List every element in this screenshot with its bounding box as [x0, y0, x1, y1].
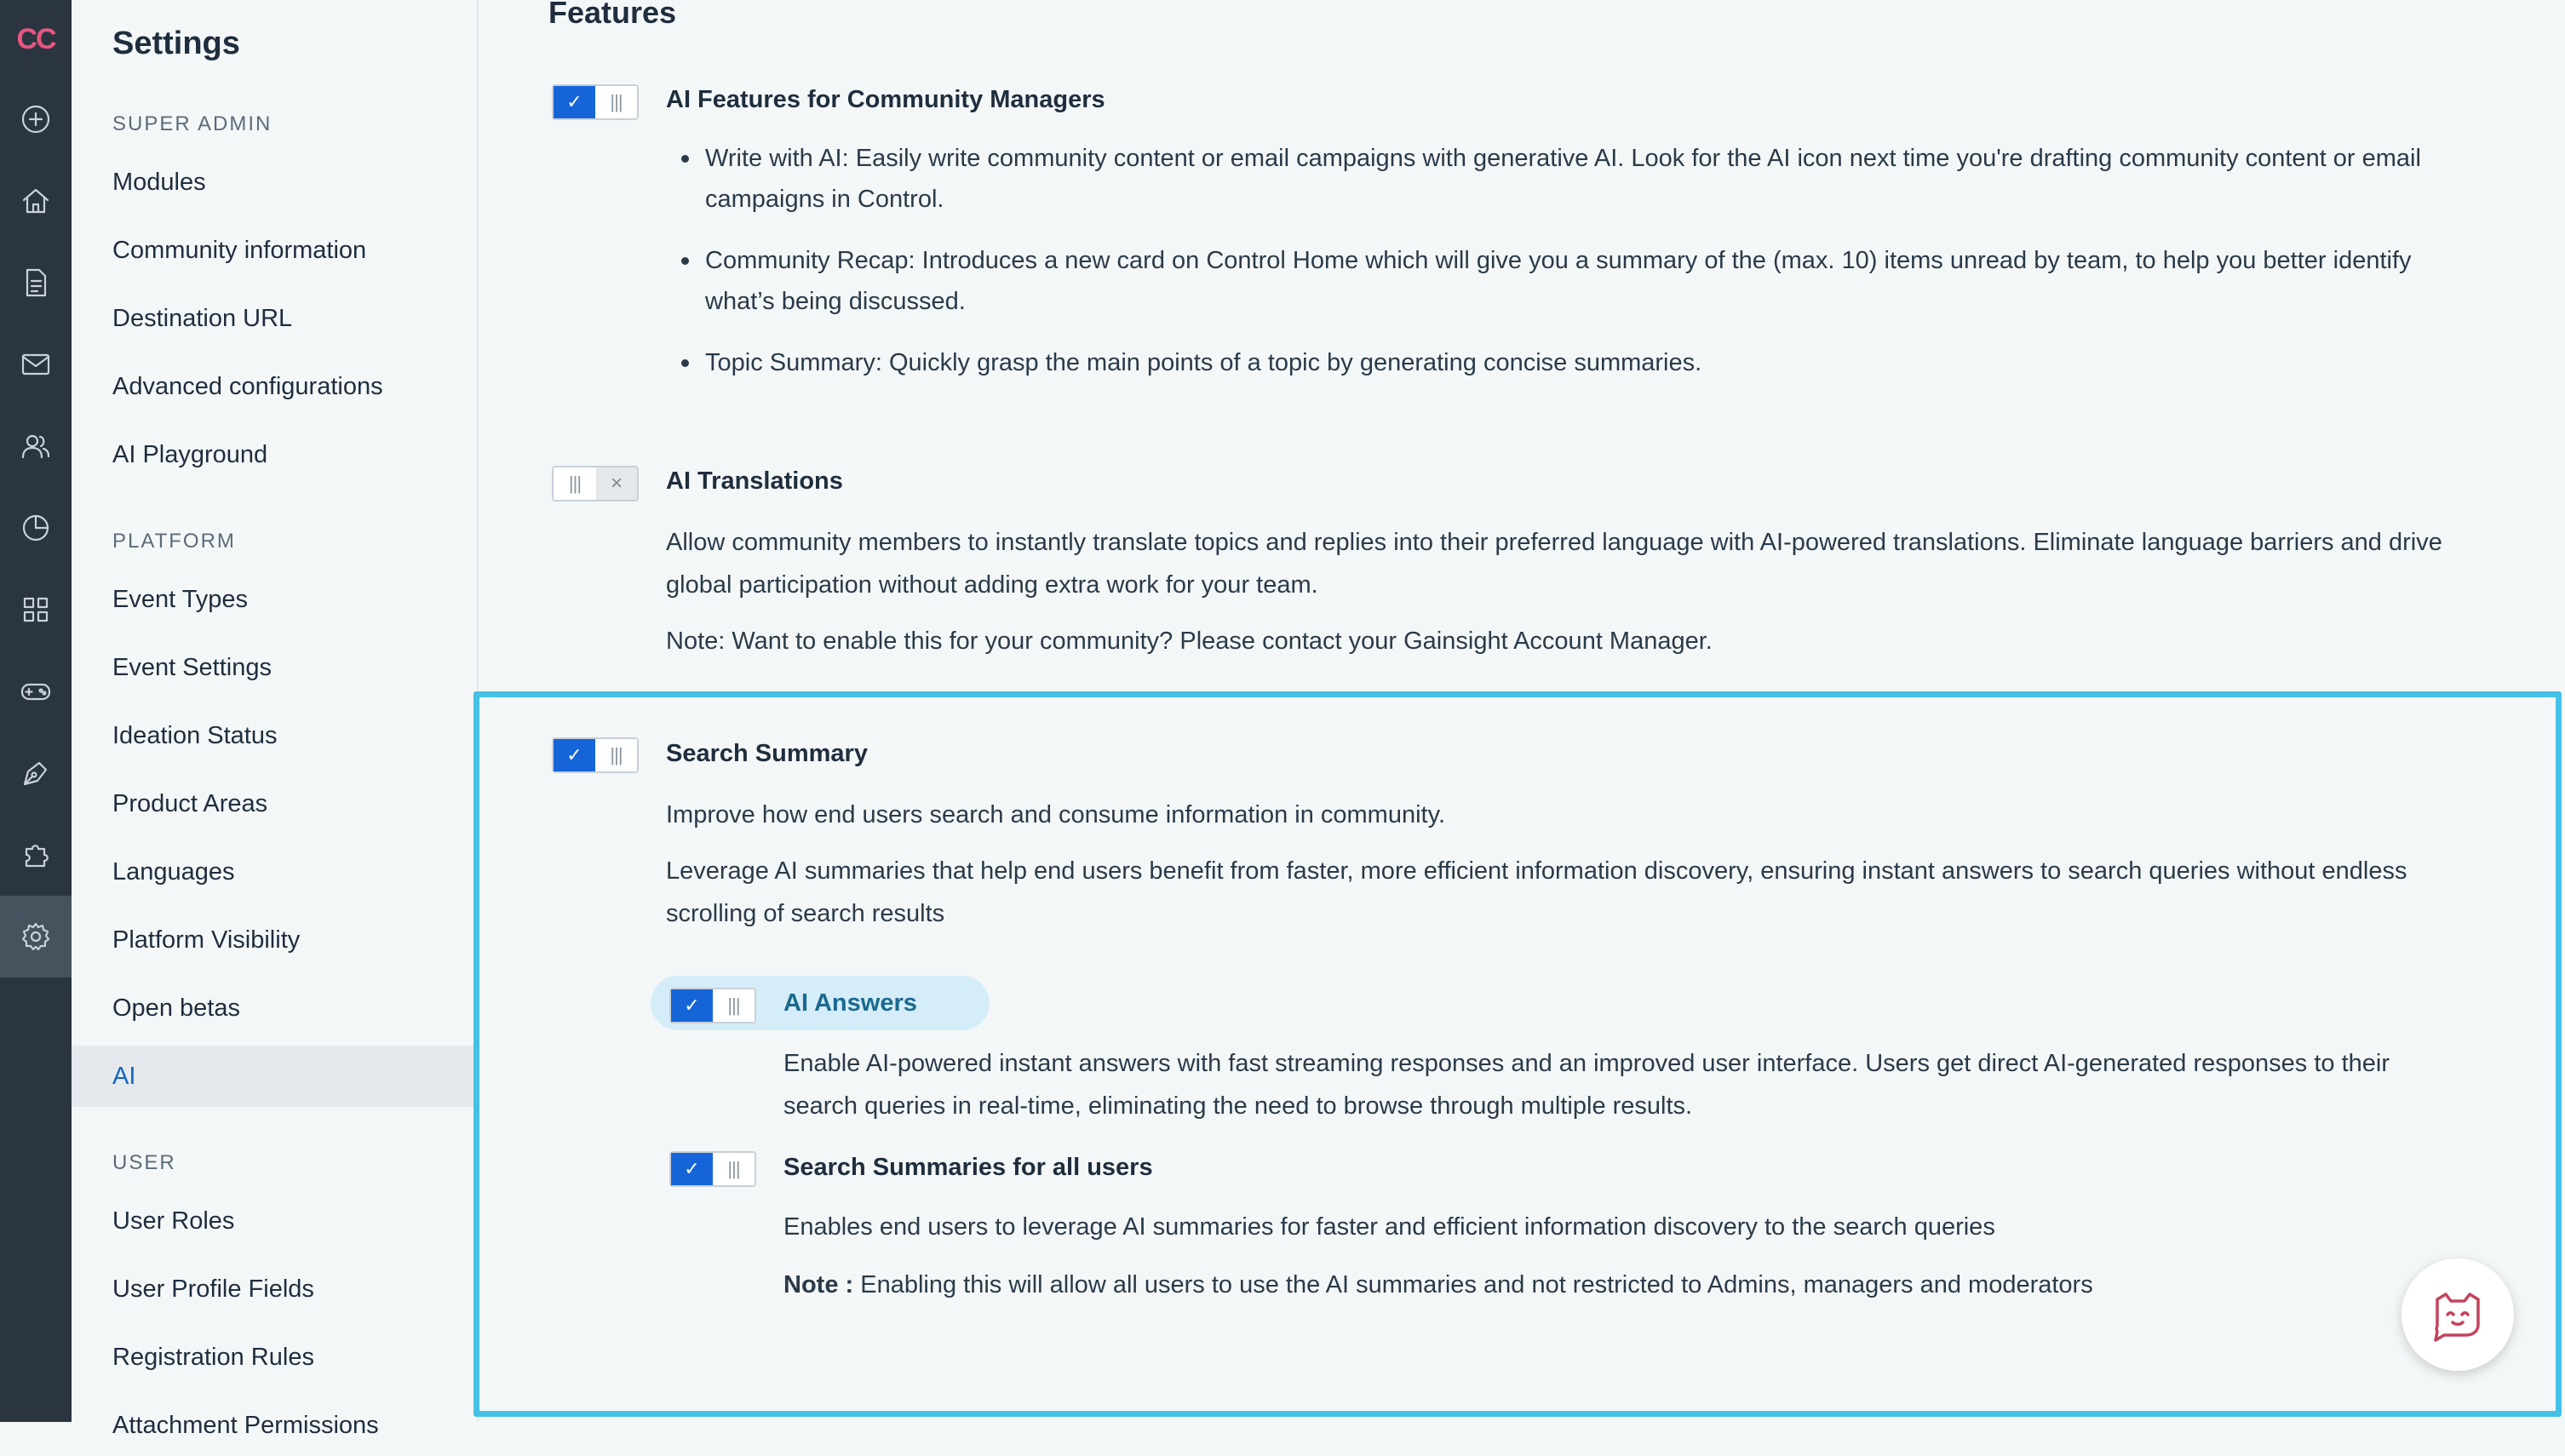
analytics-icon[interactable] — [0, 487, 72, 569]
bot-face-icon — [2425, 1282, 2490, 1347]
document-icon[interactable] — [0, 242, 72, 324]
ai-answers-description: Enable AI-powered instant answers with fast streaming responses and an improved user interface. Users get direct AI-generated responses to their search queries in real-time, eliminating the need to browse through multiple results. — [783, 1050, 2390, 1120]
sidebar-item-event-types[interactable]: Event Types — [112, 585, 249, 613]
sidebar-item-user-profile-fields[interactable]: User Profile Fields — [112, 1275, 314, 1303]
check-icon: ✓ — [554, 739, 595, 771]
sidebar-item-ai[interactable]: AI — [72, 1046, 477, 1107]
all-users-title: Search Summaries for all users — [783, 1154, 1153, 1181]
sidebar-item-open-betas[interactable]: Open betas — [112, 994, 240, 1022]
section-super-admin: SUPER ADMIN — [112, 112, 273, 135]
grip-icon: ||| — [595, 86, 637, 118]
sidebar-title: Settings — [112, 26, 240, 61]
add-circle-icon[interactable] — [0, 78, 72, 160]
page-title: Features — [548, 0, 677, 30]
sidebar-item-advanced-configurations[interactable]: Advanced configurations — [112, 372, 383, 400]
mail-icon[interactable] — [0, 324, 72, 405]
ai-answers-title: AI Answers — [783, 989, 917, 1017]
note-text: Enabling this will allow all users to use the AI summaries and not restricted to Admins, managers and moderators — [853, 1271, 2093, 1298]
ai-features-toggle[interactable] — [552, 84, 639, 120]
chat-assistant-button[interactable] — [2401, 1258, 2514, 1371]
pen-tool-icon[interactable] — [0, 732, 72, 814]
sidebar-item-registration-rules[interactable]: Registration Rules — [112, 1343, 314, 1371]
sidebar-item-platform-visibility[interactable]: Platform Visibility — [112, 926, 301, 954]
sidebar-item-destination-url[interactable]: Destination URL — [112, 304, 293, 332]
grip-icon: ||| — [713, 989, 755, 1022]
note-label: Note : — [783, 1271, 854, 1298]
sidebar-item-product-areas[interactable]: Product Areas — [112, 789, 268, 817]
sidebar-item-languages[interactable]: Languages — [112, 857, 235, 886]
ai-translations-note: Note: Want to enable this for your community? Please contact your Gainsight Account Manager. — [666, 628, 1713, 655]
all-users-toggle[interactable] — [669, 1151, 756, 1187]
section-user: USER — [112, 1151, 176, 1174]
sidebar-item-ideation-status[interactable]: Ideation Status — [112, 721, 278, 749]
home-icon[interactable] — [0, 160, 72, 242]
gamepad-icon[interactable] — [0, 651, 72, 732]
check-icon: ✓ — [671, 989, 713, 1022]
ai-features-title: AI Features for Community Managers — [666, 86, 1105, 113]
app-rail — [0, 0, 72, 1422]
search-summary-line2: Leverage AI summaries that help end users benefit from faster, more efficient information discovery, ensuring instant answers to search queries without endless scrolling of search results — [666, 857, 2407, 927]
ai-translations-toggle[interactable] — [552, 466, 639, 502]
sidebar-item-event-settings[interactable]: Event Settings — [112, 653, 272, 681]
app-logo[interactable]: CC — [16, 22, 55, 55]
sidebar-item-community-information[interactable]: Community information — [112, 236, 367, 264]
ai-answers-toggle[interactable] — [669, 988, 756, 1023]
sidebar-item-user-roles[interactable]: User Roles — [112, 1207, 235, 1235]
list-item: Write with AI: Easily write community content or email campaigns with generative AI. Look for the AI icon next time you're drafting community content or email campaigns in Control. — [678, 138, 2483, 220]
close-icon: × — [596, 467, 637, 500]
grip-icon: ||| — [554, 467, 596, 500]
search-summary-line1: Improve how end users search and consume information in community. — [666, 801, 1446, 828]
ai-features-list — [678, 138, 2483, 404]
ai-translations-title: AI Translations — [666, 467, 843, 495]
sidebar-item-attachment-permissions[interactable]: Attachment Permissions — [112, 1411, 379, 1439]
list-item: Topic Summary: Quickly grasp the main points of a topic by generating concise summaries. — [678, 342, 2483, 383]
search-summary-title: Search Summary — [666, 740, 868, 767]
users-icon[interactable] — [0, 405, 72, 487]
all-users-note — [783, 1264, 2384, 1306]
list-item: Community Recap: Introduces a new card on Control Home which will give you a summary of the (max. 10) items unread by team, to help you better identify what’s being discussed. — [678, 240, 2483, 322]
check-icon: ✓ — [671, 1153, 713, 1185]
settings-gear-icon[interactable] — [0, 896, 72, 977]
grip-icon: ||| — [713, 1153, 755, 1185]
grip-icon: ||| — [595, 739, 637, 771]
puzzle-icon[interactable] — [0, 814, 72, 896]
all-users-description: Enables end users to leverage AI summaries for faster and efficient information discovery to the search queries — [783, 1213, 1995, 1241]
apps-grid-icon[interactable] — [0, 569, 72, 651]
sidebar-item-ai-playground[interactable]: AI Playground — [112, 440, 268, 468]
sidebar-item-modules[interactable]: Modules — [112, 168, 206, 196]
check-icon: ✓ — [554, 86, 595, 118]
section-platform: PLATFORM — [112, 530, 236, 553]
ai-translations-description: Allow community members to instantly translate topics and replies into their preferred language with AI-powered translations. Eliminate language barriers and drive global participation without adding extra work for your team. — [666, 529, 2442, 599]
settings-sidebar — [72, 0, 479, 1439]
